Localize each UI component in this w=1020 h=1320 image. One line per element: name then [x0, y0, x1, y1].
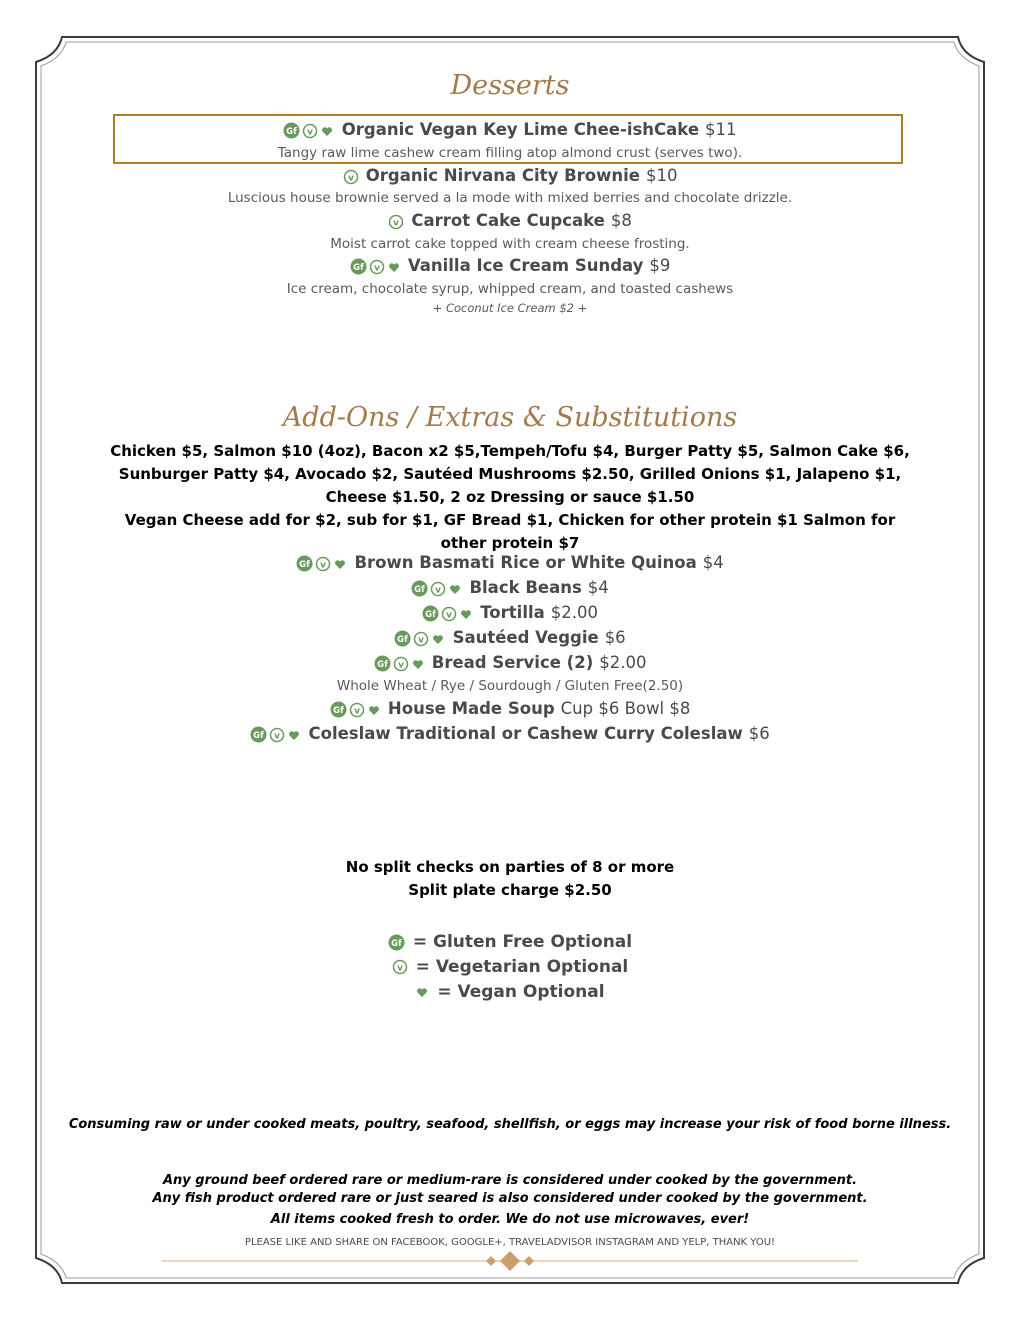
fish-warning: Any fish product ordered rare or just seared is also considered under cooked by the government.	[152, 1191, 868, 1206]
item-name: Sautéed Veggie	[452, 628, 599, 647]
gf-icon	[296, 555, 313, 572]
addon-item	[0, 628, 1020, 647]
legend-v	[0, 957, 1020, 977]
item-name: Vanilla Ice Cream Sunday	[407, 256, 644, 275]
vegan-heart-icon	[387, 260, 401, 274]
footer-divider	[160, 1250, 860, 1274]
svg-text:v: v	[393, 218, 400, 228]
item-description: Moist carrot cake topped with cream cheese frosting.	[330, 236, 690, 252]
item-note: + Coconut Ice Cream $2 +	[432, 301, 588, 315]
legend-vegan	[0, 982, 1020, 1002]
item-price: $6	[604, 628, 626, 647]
item-price: $6	[748, 724, 770, 743]
addon-item	[0, 553, 1020, 572]
v-icon	[430, 581, 446, 597]
raw-food-warning: Consuming raw or under cooked meats, poultry, seafood, shellfish, or eggs may increase your risk of food borne illness.	[68, 1117, 952, 1132]
v-icon	[413, 631, 429, 647]
item-price: $4	[702, 553, 724, 572]
dessert-item	[0, 211, 1020, 230]
item-price: $2.00	[599, 653, 647, 672]
svg-text:Gf: Gf	[352, 263, 364, 273]
gf-icon	[422, 605, 439, 622]
legend-label: = Gluten Free Optional	[412, 932, 633, 952]
addons-heading: Add-Ons / Extras & Substitutions	[282, 402, 738, 433]
gf-icon	[388, 934, 405, 951]
v-icon	[343, 169, 359, 185]
dessert-item	[0, 120, 1020, 139]
addon-item	[0, 603, 1020, 622]
item-name: Brown Basmati Rice or White Quinoa	[354, 553, 697, 572]
gf-icon	[330, 701, 347, 718]
svg-text:Gf: Gf	[253, 731, 265, 741]
item-name: Carrot Cake Cupcake	[411, 211, 605, 230]
svg-text:Gf: Gf	[376, 660, 388, 670]
item-name: Bread Service (2)	[431, 653, 594, 672]
item-name: Tortilla	[480, 603, 545, 622]
vegan-heart-icon	[287, 728, 301, 742]
svg-text:v: v	[274, 731, 281, 741]
v-icon	[269, 727, 285, 743]
v-icon	[315, 556, 331, 572]
item-name: House Made Soup	[387, 699, 555, 718]
item-name: Black Beans	[469, 578, 582, 597]
vegan-heart-icon	[411, 657, 425, 671]
policy-block	[0, 856, 1020, 902]
addon-item	[0, 578, 1020, 597]
item-name: Coleslaw Traditional or Cashew Curry Coleslaw	[308, 724, 743, 743]
addons-price-list	[0, 440, 1020, 555]
svg-text:v: v	[446, 610, 452, 620]
legend-label: = Vegetarian Optional	[415, 957, 629, 977]
addon-item	[0, 653, 1020, 672]
svg-text:v: v	[307, 127, 314, 137]
svg-text:v: v	[397, 660, 404, 670]
item-description: Tangy raw lime cashew cream filling atop almond crust (serves two).	[277, 145, 743, 161]
svg-text:v: v	[418, 635, 425, 645]
item-price: $10	[645, 166, 678, 185]
addons-line: Sunburger Patty $4, Avocado $2, Sautéed Mushrooms $2.50, Grilled Onions $1, Jalapeno $1,	[118, 465, 902, 483]
addons-line: Vegan Cheese add for $2, sub for $1, GF Bread $1, Chicken for other protein $1 Salmon for	[124, 511, 896, 529]
gf-icon	[374, 655, 391, 672]
addons-line: other protein $7	[440, 534, 580, 552]
vegan-heart-icon	[333, 557, 347, 571]
beef-warning: Any ground beef ordered rare or medium-rare is considered under cooked by the government.	[162, 1173, 858, 1188]
svg-text:Gf: Gf	[391, 938, 402, 949]
dessert-item	[0, 166, 1020, 185]
gf-icon	[250, 726, 267, 743]
gf-icon	[394, 630, 411, 647]
v-icon	[392, 959, 408, 975]
legend-label: = Vegan Optional	[437, 982, 605, 1002]
vegan-heart-icon	[448, 582, 462, 596]
item-price: $2.00	[550, 603, 599, 622]
gf-icon	[350, 258, 367, 275]
item-price: $11	[705, 120, 737, 139]
item-description: Ice cream, chocolate syrup, whipped cream, and toasted cashews	[286, 281, 734, 297]
vegan-heart-icon	[459, 607, 473, 621]
svg-text:v: v	[435, 585, 442, 595]
v-icon	[349, 702, 365, 718]
policy-line: Split plate charge $2.50	[408, 881, 612, 899]
vegan-heart-icon	[367, 703, 381, 717]
svg-text:v: v	[320, 560, 327, 570]
item-name: Organic Nirvana City Brownie	[365, 166, 640, 185]
vegan-heart-icon	[415, 985, 429, 999]
svg-text:Gf: Gf	[286, 127, 298, 137]
vegan-heart-icon	[320, 124, 334, 138]
v-icon	[441, 606, 457, 622]
vegan-heart-icon	[431, 632, 445, 646]
social-share-note: PLEASE LIKE AND SHARE ON FACEBOOK, GOOGLE+, TRAVELADVISOR INSTAGRAM AND YELP, THANK YOU!	[244, 1237, 776, 1248]
svg-text:Gf: Gf	[397, 635, 409, 645]
addons-line: Cheese $1.50, 2 oz Dressing or sauce $1.50	[325, 488, 695, 506]
item-price: Cup $6 Bowl $8	[560, 699, 691, 718]
item-price: $4	[587, 578, 609, 597]
item-description: Whole Wheat / Rye / Sourdough / Gluten Free(2.50)	[336, 678, 684, 694]
v-icon	[302, 123, 318, 139]
v-icon	[369, 259, 385, 275]
svg-text:v: v	[353, 706, 360, 716]
svg-text:Gf: Gf	[299, 560, 311, 570]
svg-text:Gf: Gf	[332, 706, 344, 716]
desserts-heading: Desserts	[450, 70, 570, 101]
item-price: $9	[649, 256, 671, 275]
item-description: Luscious house brownie served a la mode with mixed berries and chocolate drizzle.	[227, 190, 793, 206]
svg-text:v: v	[373, 263, 380, 273]
gf-icon	[411, 580, 428, 597]
policy-line: No split checks on parties of 8 or more	[345, 858, 675, 876]
item-name: Organic Vegan Key Lime Chee-ishCake	[341, 120, 700, 139]
svg-text:Gf: Gf	[425, 610, 436, 620]
addon-item	[0, 724, 1020, 743]
legend-gf	[0, 932, 1020, 952]
fresh-note: All items cooked fresh to order. We do not use microwaves, ever!	[270, 1212, 750, 1227]
v-icon	[393, 656, 409, 672]
gf-icon	[283, 122, 300, 139]
svg-text:v: v	[347, 173, 354, 183]
svg-text:v: v	[396, 963, 403, 974]
v-icon	[388, 214, 404, 230]
addon-item	[0, 699, 1020, 718]
dessert-item	[0, 256, 1020, 275]
addons-line: Chicken $5, Salmon $10 (4oz), Bacon x2 $5,Tempeh/Tofu $4, Burger Patty $5, Salmon Cake $6,	[110, 442, 910, 460]
item-price: $8	[610, 211, 632, 230]
svg-text:Gf: Gf	[414, 585, 426, 595]
